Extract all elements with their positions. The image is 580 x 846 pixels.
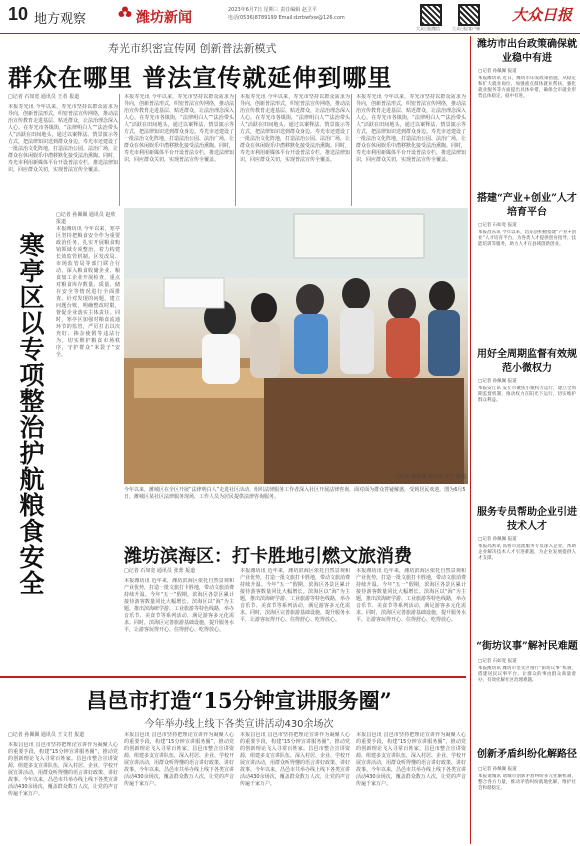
column-rule (119, 94, 120, 206)
qr-label: 大众日报客户端 (452, 26, 480, 31)
page-number: 10 (8, 4, 29, 24)
article2-body: 本报潍坊讯 今年以来，寒亭区坚持把粮食安全作为重要政治任务，扎实开展粮食购销领域专项整治，着力构建长效监管机制。区发改局、市场监管局等部门联合行动，深入粮食收储企业、粮食加工企业开展检查，重点对粮食库存数量、质量、储存安全等情况进行全面排查。针对发现的问题，建立问题台账，明确整改时限，督促企业落实主体责任。同时，寒亭区加强对粮食流通环节的监管，严厉打击以次充好、掺杂使假等违法行为，切实维护粮食市场秩序，守护群众“米袋子”安全。 (56, 226, 120, 358)
article1-body: 本报寿光讯 今年以来，寿光市坚持以群众需求为导向，创新普法形式，织密普法宣传网络，推动法治宣传教育走进基层、贴近群众，让法治理念深入人心。在寿光市各镇街，“法律明白人”“法治带头人”活跃在田间地头，通过以案释法、情景演示等方式，把法律知识送到群众身边。寿光市还建设了一批法治文化阵地，打造法治公园、法治广场，让群众在休闲娱乐中潜移默化接受法治熏陶。同时，寿光市利用新媒体平台开设普法专栏，推送法律知识，回应群众关切，实现普法宣传全覆盖。 (8, 104, 118, 173)
photo-credit: □记者 孙佩佩 通讯员 李宁 报道 (394, 474, 466, 480)
article1-body-col2: 本报寿光讯 今年以来，寿光市坚持以群众需求为导向，创新普法形式，织密普法宣传网络，推动法治宣传教育走进基层、贴近群众，让法治理念深入人心。在寿光市各镇街，“法律明白人”“法治带头人”活跃在田间地头，通过以案释法、情景演示等方式，把法律知识送到群众身边。寿光市还建设了一批法治文化阵地，打造法治公园、法治广场，让群众在休闲娱乐中潜移默化接受法治熏陶。同时，寿光市利用新媒体平台开设普法专栏，推送法律知识，回应群众关切，实现普法宣传全覆盖。 (124, 94, 234, 163)
r6-title: 创新矛盾纠纷化解路径 (477, 749, 577, 760)
qr-code-icon (458, 4, 480, 26)
masthead-logo: 大众日报 (511, 6, 572, 24)
article1-headline: 群众在哪里 普法宣传就延伸到哪里 (8, 63, 393, 92)
article2-vertical-title: 寒亭区以专项整治护航粮食安全 (16, 232, 45, 596)
article1-byline: □记者 石如宽 通讯员 王者 报道 (8, 94, 80, 100)
article4-body-col4: 本报昌邑讯 昌邑市坚持把理论宣讲作为凝聚人心的重要手段，构建“15分钟宣讲服务圈”，推动党的创新理论飞入寻常百姓家。昌邑市整合宣讲资源，组建多支宣讲队伍，深入村居、企业、学校开展宣讲活动，用群众听得懂的语言讲好政策、讲好故事。今年以来，昌邑市共举办线上线下各类宣讲活动430余场次，覆盖群众数万人次，让党的声音传遍千家万户。 (356, 732, 466, 787)
article1-body-col4: 本报寿光讯 今年以来，寿光市坚持以群众需求为导向，创新普法形式，织密普法宣传网络，推动法治宣传教育走进基层、贴近群众，让法治理念深入人心。在寿光市各镇街，“法律明白人”“法治带头人”活跃在田间地头，通过以案释法、情景演示等方式，把法律知识送到群众身边。寿光市还建设了一批法治文化阵地，打造法治公园、法治广场，让群众在休闲娱乐中潜移默化接受法治熏陶。同时，寿光市利用新媒体平台开设普法专栏，推送法律知识，回应群众关切，实现普法宣传全覆盖。 (356, 94, 466, 163)
article3-body: 本报潍坊讯 近年来，潍坊滨海区依托自然景观和产业优势，打造一批文旅打卡胜地，带动文旅消费持续升温。今年“五一”假期，滨海区各景区累计接待游客数量同比大幅增长。滨海区以“海”为主题，推出滨海研学游、工业旅游等特色线路，举办音乐节、美食节等系列活动，满足游客多元化需求。同时，滨海区完善旅游基础设施，提升服务水平，让游客玩得开心、住得舒心、吃得放心。 (124, 578, 234, 633)
header-info (228, 6, 398, 22)
brand-title: 潍坊新闻 (136, 10, 192, 26)
r3-body: 本报安丘讯 安丘市聚焦小微权力运行，建立全周期监督机制，推动权力在阳光下运行，切实维护群众利益。 (478, 386, 576, 403)
right-column (470, 36, 578, 844)
r2-title: 搭建“产业+创业”人才培育平台 (477, 193, 577, 218)
news-photo (124, 208, 468, 484)
article4-byline: □记者 孙佩佩 通讯员 王文君 报道 (8, 732, 85, 738)
article4-body-col2: 本报昌邑讯 昌邑市坚持把理论宣讲作为凝聚人心的重要手段，构建“15分钟宣讲服务圈”，推动党的创新理论飞入寻常百姓家。昌邑市整合宣讲资源，组建多支宣讲队伍，深入村居、企业、学校开展宣讲活动，用群众听得懂的语言讲好政策、讲好故事。今年以来，昌邑市共举办线上线下各类宣讲活动430余场次，覆盖群众数万人次，让党的声音传遍千家万户。 (124, 732, 234, 787)
qr-code-icon (420, 4, 442, 26)
article2-byline: □记者 孙佩佩 通讯员 赵欣 报道 (56, 212, 116, 225)
r1-body: 本报潍坊讯 近日，潍坊市印发政策措施，从稳定和扩大就业岗位、加强重点群体就业帮扶、强化就业服务等方面提出具体举措，确保全市就业形势总体稳定、稳中有进。 (478, 76, 576, 99)
qr-label: 大众日报微信 (416, 26, 440, 31)
article3-body-col3: 本报潍坊讯 近年来，潍坊滨海区依托自然景观和产业优势，打造一批文旅打卡胜地，带动文旅消费持续升温。今年“五一”假期，滨海区各景区累计接待游客数量同比大幅增长。滨海区以“海”为主题，推出滨海研学游、工业旅游等特色线路，举办音乐节、美食节等系列活动，满足游客多元化需求。同时，滨海区完善旅游基础设施，提升服务水平，让游客玩得开心、住得舒心、吃得放心。 (356, 568, 466, 623)
header-contact-line: 电话(0536)8789199 Email:dzrbwfxw@126.com (228, 15, 345, 21)
article4-body-col3: 本报昌邑讯 昌邑市坚持把理论宣讲作为凝聚人心的重要手段，构建“15分钟宣讲服务圈”，推动党的创新理论飞入寻常百姓家。昌邑市整合宣讲资源，组建多支宣讲队伍，深入村居、企业、学校开展宣讲活动，用群众听得懂的语言讲好政策、讲好故事。今年以来，昌邑市共举办线上线下各类宣讲活动430余场次，覆盖群众数万人次，让党的声音传遍千家万户。 (240, 732, 350, 787)
r4-title: 服务专员帮助企业引进技术人才 (477, 507, 577, 532)
flower-logo-icon (118, 6, 132, 20)
article3-body-col2: 本报潍坊讯 近年来，潍坊滨海区依托自然景观和产业优势，打造一批文旅打卡胜地，带动文旅消费持续升温。今年“五一”假期，滨海区各景区累计接待游客数量同比大幅增长。滨海区以“海”为主题，推出滨海研学游、工业旅游等特色线路，举办音乐节、美食节等系列活动，满足游客多元化需求。同时，滨海区完善旅游基础设施，提升服务水平，让游客玩得开心、住得舒心、吃得放心。 (240, 568, 350, 623)
article4-subhead: 今年举办线上线下各类宣讲活动430余场次 (144, 719, 334, 730)
column-rule (351, 94, 352, 206)
r5-body: 本报潍坊讯 潍坊市奎文区推行“街坊议事”机制，搭建居民议事平台，让群众的事由群众商量着办，有效化解社区治理难题。 (478, 666, 576, 683)
r3-byline: □记者 孙佩佩 报道 (478, 379, 517, 384)
r4-byline: □记者 孙佩佩 报道 (478, 537, 517, 542)
section-title: 地方观察 (34, 12, 87, 27)
r1-byline: □记者 孙佩佩 报道 (478, 69, 517, 74)
r6-body: 本报诸城讯 诸城市创新矛盾纠纷多元化解机制，整合各方力量，推动矛盾纠纷就地化解，维护社会和谐稳定。 (478, 774, 576, 791)
section-divider (0, 676, 466, 678)
r6-byline: □记者 孙佩佩 报道 (478, 767, 517, 772)
photo-caption: 今年以来，潍城区在全区开展“法律明白人”走进社区活动，组织法律服务工作者深入社区开展法律咨询，面对面为群众答疑解惑，受到居民欢迎。图为6月5日，潍城区某社区法律服务现场，工作人员为居民提供法律咨询服务。 (124, 487, 466, 500)
article3-headline: 潍坊滨海区：打卡胜地引燃文旅消费 (124, 546, 412, 567)
r5-byline: □记者 石如宽 报道 (478, 659, 517, 664)
article1-body-col3: 本报寿光讯 今年以来，寿光市坚持以群众需求为导向，创新普法形式，织密普法宣传网络，推动法治宣传教育走进基层、贴近群众，让法治理念深入人心。在寿光市各镇街，“法律明白人”“法治带头人”活跃在田间地头，通过以案释法、情景演示等方式，把法律知识送到群众身边。寿光市还建设了一批法治文化阵地，打造法治公园、法治广场，让群众在休闲娱乐中潜移默化接受法治熏陶。同时，寿光市利用新媒体平台开设普法专栏，推送法律知识，回应群众关切，实现普法宣传全覆盖。 (240, 94, 350, 163)
r3-title: 用好全周期监督有效规范小微权力 (477, 349, 577, 374)
r2-byline: □记者 石如宽 报道 (478, 223, 517, 228)
photo-scene (124, 208, 468, 484)
column-rule (235, 94, 236, 206)
r2-body: 本报昌乐讯 今年以来，昌乐县积极搭建“产业+创业”人才培育平台，为各类人才提供创业指导、技能培训等服务，助力人才在县域创新创业。 (478, 230, 576, 247)
r5-title: “街坊议事”解衬民难题 (476, 641, 578, 652)
page-header (0, 0, 580, 34)
article3-byline: □记者 石如宽 通讯员 张蕾 报道 (124, 568, 196, 574)
article4-body: 本报昌邑讯 昌邑市坚持把理论宣讲作为凝聚人心的重要手段，构建“15分钟宣讲服务圈”，推动党的创新理论飞入寻常百姓家。昌邑市整合宣讲资源，组建多支宣讲队伍，深入村居、企业、学校开展宣讲活动，用群众听得懂的语言讲好政策、讲好故事。今年以来，昌邑市共举办线上线下各类宣讲活动430余场次，覆盖群众数万人次，让党的声音传遍千家万户。 (8, 742, 118, 797)
article1-kicker: 寿光市织密宣传网 创新普法新模式 (108, 42, 277, 55)
r4-body: 本报高密讯 高密市选派服务专员深入企业，帮助企业解决技术人才引进难题，为企业发展提供人才支撑。 (478, 544, 576, 561)
article4-headline: 昌邑市打造“15分钟宣讲服务圈” (86, 688, 392, 713)
header-date-line: 2023年6月7日 星期三 责任编辑 赵卫平 (228, 7, 317, 13)
r1-title: 潍坊市出台政策确保就业稳中有进 (477, 39, 577, 64)
